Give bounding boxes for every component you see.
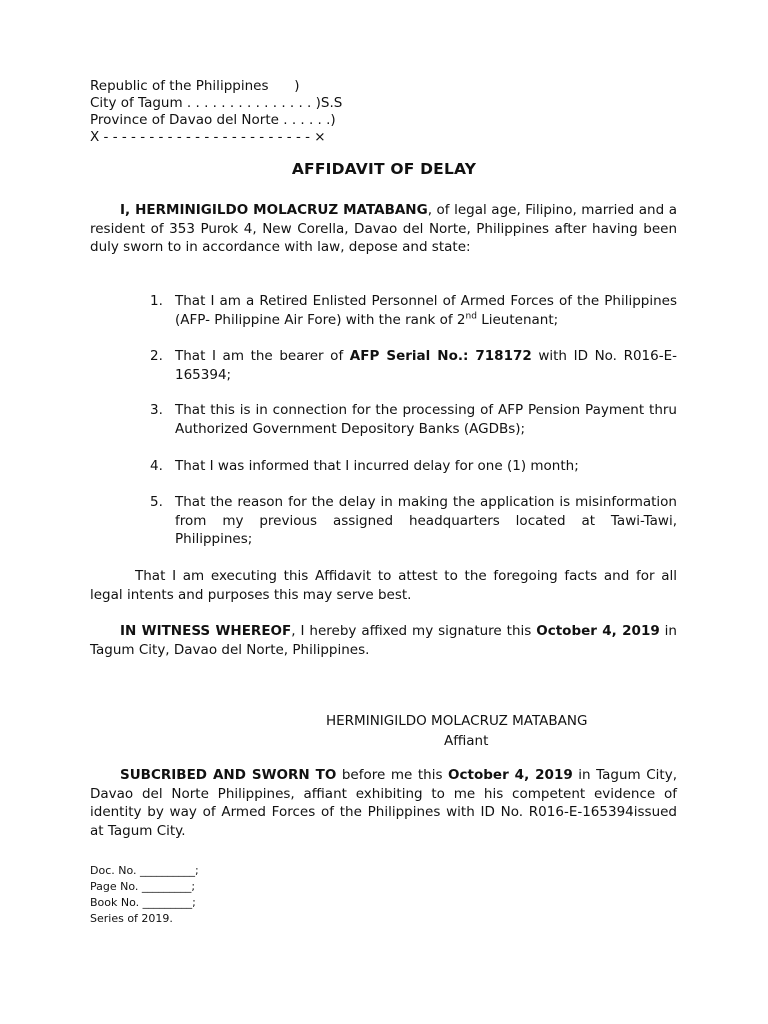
intro-paragraph	[90, 201, 677, 257]
jurat-text: before me this	[336, 767, 449, 783]
statement-number: 4.	[150, 458, 163, 474]
attestation-paragraph: That I am executing this Affidavit to attest to the foregoing facts and for all legal intents and purposes this may serve best.	[90, 568, 677, 603]
witness-paragraph	[90, 622, 677, 659]
jurat-text: in Tagum City, Davao del Norte Philippines, affiant exhibiting to me his competent evidence of identity by way of Armed Forces of the Philippines with ID No. R016-E-165394issued at Tagum City.	[90, 767, 678, 839]
doc-number-line: Doc. No. __________;	[90, 864, 199, 877]
intro-text: , of legal age, Filipino, married and a resident of 353 Purok 4, New Corella, Davao del Norte, Philippines after having been duly sworn to in accordance with law, depose and state:	[90, 202, 677, 255]
afp-serial-number: AFP Serial No.: 718172	[349, 348, 532, 364]
statement-text	[175, 292, 677, 329]
affiant-label: Affiant	[444, 733, 489, 749]
venue-city: City of Tagum . . . . . . . . . . . . . . . )S.S	[90, 95, 343, 111]
witness-date: October 4, 2019	[536, 623, 660, 639]
jurat-date: October 4, 2019	[448, 767, 573, 783]
venue-province: Province of Davao del Norte . . . . . .)	[90, 112, 336, 128]
affiant-signature-name: HERMINIGILDO MOLACRUZ MATABANG	[326, 713, 588, 729]
statement-text-part: with ID No. R016-E-165394;	[175, 348, 677, 383]
venue-republic: Republic of the Philippines )	[90, 78, 300, 94]
statement-text: That this is in connection for the processing of AFP Pension Payment thru Authorized Government Depository Banks (AGDBs);	[175, 402, 677, 437]
statement-text	[175, 347, 677, 384]
statement-item-3	[150, 401, 677, 438]
document-title: AFFIDAVIT OF DELAY	[291, 160, 477, 178]
notarial-register	[90, 863, 199, 927]
statement-text-part: That I am a Retired Enlisted Personnel of Armed Forces of the Philippines (AFP- Philippine Air Fore) with the rank of 2	[175, 293, 677, 328]
statement-text-part: Lieutenant;	[476, 311, 559, 328]
statement-text: That the reason for the delay in making the application is misinformation from my previous assigned headquarters located at Tawi-Tawi, Philippines;	[175, 494, 677, 547]
witness-text: in Tagum City, Davao del Norte, Philippines.	[90, 623, 677, 658]
statement-text: That I was informed that I incurred delay for one (1) month;	[175, 458, 579, 474]
series-line: Series of 2019.	[90, 912, 173, 925]
statement-text-part: That I am the bearer of	[175, 348, 350, 364]
jurat-paragraph	[90, 766, 677, 840]
page-number-line: Page No. _________;	[90, 880, 196, 893]
book-number-line: Book No. _________;	[90, 896, 196, 909]
venue-block	[90, 78, 342, 146]
affiant-name-intro: I, HERMINIGILDO MOLACRUZ MATABANG	[120, 202, 428, 218]
statement-number: 1.	[150, 293, 163, 309]
witness-lead: IN WITNESS WHEREOF	[120, 623, 292, 639]
statement-number: 2.	[150, 348, 163, 364]
statement-item-4	[150, 457, 677, 476]
statement-item-2	[150, 347, 677, 384]
ordinal-suffix: nd	[465, 311, 477, 321]
witness-text: , I hereby affixed my signature this	[291, 623, 537, 639]
statement-number: 5.	[150, 494, 163, 510]
venue-divider: X - - - - - - - - - - - - - - - - - - - - - - - ×	[90, 129, 326, 145]
statement-item-1	[150, 292, 677, 329]
jurat-lead: SUBCRIBED AND SWORN TO	[120, 767, 337, 783]
statement-item-5	[150, 493, 677, 549]
statement-number: 3.	[150, 402, 163, 418]
